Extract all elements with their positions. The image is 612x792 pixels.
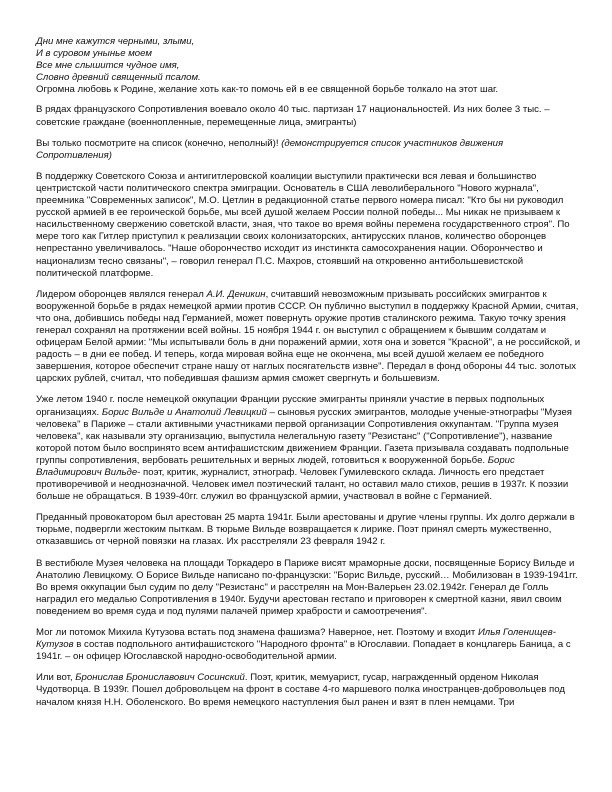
text-run: в состав подпольного антифашистского "Народного фронта" в Югославии. Попадает в концлагерь Баница, а с 1941г. – он офицер Югославской народно-освободительной армии. <box>36 639 571 663</box>
paragraph-denikin <box>36 289 581 386</box>
poem-line: Все мне слышится чудное имя, <box>36 60 180 72</box>
poem-line: Дни мне кажутся черными, злыми, <box>36 36 195 47</box>
poem-line: Словно древний священный псалом. <box>36 72 201 84</box>
paragraph-list-intro <box>36 138 581 162</box>
text-run: – сыновья русских эмигрантов, молодые ученые-этнографы "Музея человека" в Париже – стали активными участниками первой организации Сопротивления оккупантам. "Группа музея человека", как называли эту организацию, выпустила нелегальную газету "Резистанс" ("Сопротивление"), название которой потом было воспринято всем антифашистским движением Франции. Газета призывала создавать подпольные группы сопротивления, вербовать решительных и верных людей, готовиться к вооруженной борьбе. <box>36 406 573 466</box>
person-name: А.И. Деникин <box>206 288 266 300</box>
list-intro-note: (демонстрируется список участников движения Сопротивления) <box>36 137 504 161</box>
text-run: Или вот, <box>36 672 76 684</box>
paragraph-sosinsky <box>36 672 581 708</box>
document-page <box>36 36 581 718</box>
list-intro-text: Вы только посмотрите на список (конечно, неполный)! <box>36 137 282 149</box>
paragraph-museum-group <box>36 394 581 503</box>
text-run: Лидером оборонцев являлся генерал <box>36 288 207 300</box>
person-name: Борис Владимирович Вильде <box>36 454 515 478</box>
text-run: Уже летом 1940 г. после немецкой оккупации Франции русские эмигранты приняли участие в первых подпольных организациях. <box>36 394 545 418</box>
person-name: Илья Голенищев-Кутузов <box>36 627 556 651</box>
text-run: - поэт, критик, журналист, этнограф. Человек Гумилевского склада. Личность его предстает противоречивой и неоднозначной. Человек имел поэтический талант, но оставил мало стихов, решив в 1937г. К поэзии больше не обращаться. В 1939-40гг. служил во французской армии, участвовал в войне с Германией. <box>36 467 569 503</box>
paragraph-memorial: В вестибюле Музея человека на площади Торкадеро в Париже висят мраморные доски, посвященные Борису Вильде и Анатолию Левицкому. О Борисе Вильде написано по-французски: "Борис Вильде, русский… Мобилизован в 1939-1941гг. Во время оккупации был судим по делу "Резистанс" и расстрелян на Мон-Валерьен 23.02.1942г. Генерал де Голль наградил его медалью Сопротивления в 1940г. Будучи арестован гестапо и приговорен к смертной казни, явил своим поведением во время суда и под пулями палачей пример храбрости и самоотречения". <box>36 557 578 617</box>
poem-closing-line: Огромна любовь к Родине, желание хоть как-то помочь ей в ее священной борьбе толкало на этот шаг. <box>36 84 499 96</box>
person-name: Бронислав Брониславович Сосинский <box>75 672 245 684</box>
paragraph-emigration-support: В поддержку Советского Союза и антигитлеровской коалиции выступили практически вся левая и большинство центристской части политического спектра эмиграции. Основатель в США леволиберального "Нового журнала", преемника "Современных записок", М.О. Цетлин в редакционной статье первого номера писал: "Кто бы ни руководил русской армией в ее героической борьбе, мы всей душой желаем России полной победы... Мы никак не призываем к насильственному свержению советской власти, зная, что такое во время войны перемена государственного строя". По мере того как Гитлер приступил к реализации своих колонизаторских, антирусских планов, количество оборонцев непрестанно увеличивалось. "Наше оборончество исходит из инстинкта самосохранения нации. Оборончество и национализм тесно связаны", – говорил генерал П.С. Махров, стоявший на откровенно антибольшевистской политической платформе. <box>36 170 570 279</box>
text-run: , считавший невозможным призывать российских эмигрантов к вооруженной борьбе в рядах немецкой армии против СССР. Он публично выступил в поддержку Красной Армии, считая, что она, добившись победы над Германией, может повернуть оружие против сталинского режима. Такую точку зрения генерал сохранял на протяжении всей войны. 15 ноября 1944 г. он выступил с обращением к бывшим солдатам и офицерам Белой армии: "Мы испытывали боль в дни поражений армии, хотя она и зовется "Красной", а не российской, и радость – в дни ее побед. И теперь, когда мировая война еще не окончена, мы всей душой желаем ее победного завершения, которое обеспечит стране нашу от наглых посягательств извне". Передал в фонд обороны 44 тыс. золотых царских рублей, считал, что победившая фашизм армия сможет свергнуть и большевизм. <box>36 288 581 385</box>
poem-line: И в суровом унынье моем <box>36 48 152 60</box>
text-run: Мог ли потомок Михила Кутузова встать под знамена фашизма? Наверное, нет. Поэтому и входит <box>36 627 478 639</box>
paragraph-resistance-count: В рядах французского Сопротивления воевало около 40 тыс. партизан 17 национальностей. Из них более 3 тыс. – советские граждане (военнопленные, перемещенные лица, эмигранты) <box>36 104 550 128</box>
paragraph-kutuzov <box>36 627 581 663</box>
poem-block <box>36 36 581 96</box>
text-run: . Поэт, критик, мемуарист, гусар, награжденный орденом Николая Чудотворца. В 1939г. Пошел добровольцем на фронт в составе 4-го маршевого полка иностранцев-добровольцев под началом князя Н.Н. Оболенского. Во время немецкого наступления был ранен и взят в плен немцами. Три <box>36 672 565 708</box>
paragraph-arrest: Преданный провокатором был арестован 25 марта 1941г. Были арестованы и другие члены группы. Их долго держали в тюрьме, подвергли жестоким пыткам. В тюрьме Вильде возвращается к лирике. Поэт принял смерть мужественно, отказавшись от черной повязки на глазах. Их расстреляли 23 февраля 1942 г. <box>36 512 575 548</box>
person-name: Борис Вильде и Анатолий Левицкий <box>101 406 267 418</box>
